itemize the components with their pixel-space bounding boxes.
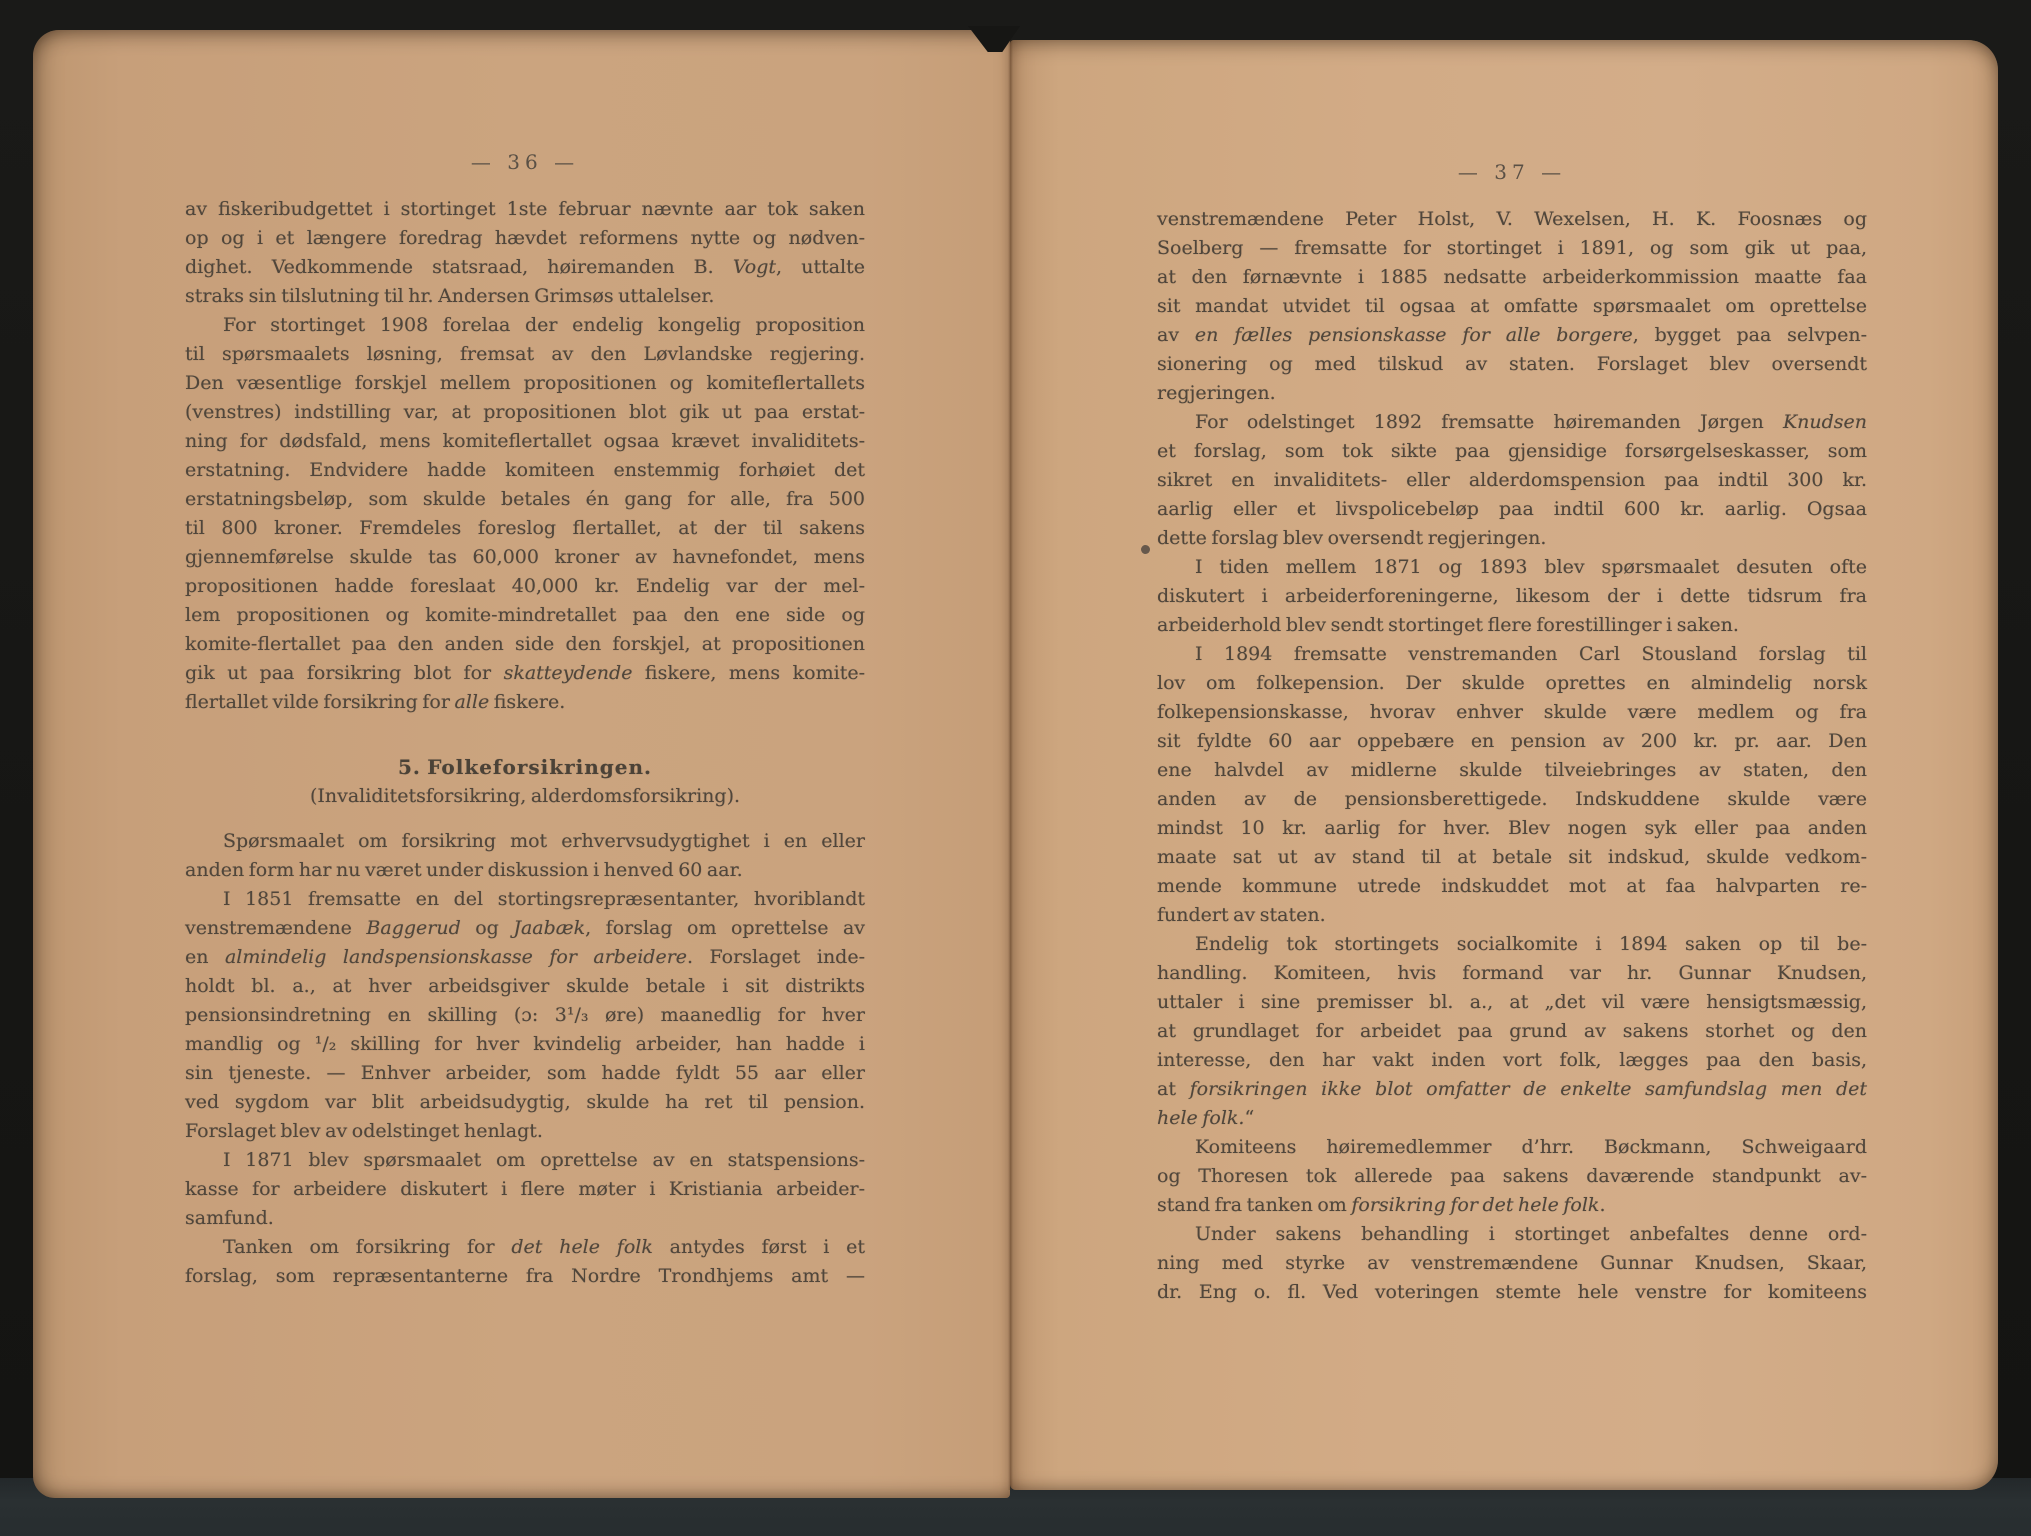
text-line: I 1851 fremsatte en del stortingsrepræsentanter, hvoriblandt [223, 888, 865, 910]
text-line: Tanken om forsikring for det hele folk antydes først i et [223, 1236, 865, 1258]
text-line: aarlig eller et livspolicebeløp paa indtil 600 kr. aarlig. Ogsaa [1157, 498, 1867, 520]
text-line: til spørsmaalets løsning, fremsat av den Løvlandske regjering. [185, 343, 865, 365]
page-number-left: — 36 — [470, 150, 580, 174]
text-line: mende kommune utrede indskuddet mot at faa halvparten re- [1157, 875, 1867, 897]
text-line: Soelberg — fremsatte for stortinget i 1891, og som gik ut paa, [1157, 237, 1867, 259]
text-line: sin tjeneste. — Enhver arbeider, som hadde fyldt 55 aar eller [185, 1062, 865, 1084]
text-line: fundert av staten. [1157, 904, 1326, 926]
text-line: op og i et længere foredrag hævdet reformens nytte og nødven- [185, 227, 865, 249]
text-line: samfund. [185, 1207, 274, 1229]
text-line: venstremændene Baggerud og Jaabæk, forslag om oprettelse av [185, 917, 865, 939]
page-number-right: — 37 — [1457, 160, 1567, 184]
section-heading: 5. Folkeforsikringen. [397, 755, 653, 779]
page-left [33, 30, 1010, 1498]
text-line: komite-flertallet paa den anden side den forskjel, at propositionen [185, 633, 865, 655]
text-line: Komiteens høiremedlemmer d’hrr. Bøckmann, Schweigaard [1195, 1136, 1867, 1158]
section-subheading: (Invaliditetsforsikring, alderdomsforsikring). [309, 785, 741, 807]
page-right [1010, 40, 1998, 1490]
text-line: gik ut paa forsikring blot for skatteydende fiskere, mens komite- [185, 662, 865, 684]
text-line: ning med styrke av venstremændene Gunnar Knudsen, Skaar, [1157, 1252, 1867, 1274]
text-line: I 1871 blev spørsmaalet om oprettelse av en statspensions- [223, 1149, 865, 1171]
text-line: Den væsentlige forskjel mellem propositionen og komiteflertallets [185, 372, 865, 394]
text-line: stand fra tanken om forsikring for det hele folk. [1157, 1194, 1606, 1216]
text-line: sikret en invaliditets- eller alderdomspension paa indtil 300 kr. [1157, 469, 1867, 491]
text-line: sionering og med tilskud av staten. Forslaget blev oversendt [1157, 353, 1867, 375]
text-line: at den førnævnte i 1885 nedsatte arbeiderkommission maatte faa [1157, 266, 1867, 288]
text-line: erstatning. Endvidere hadde komiteen enstemmig forhøiet det [185, 459, 865, 481]
text-line: interesse, den har vakt inden vort folk, lægges paa den basis, [1157, 1049, 1867, 1071]
text-line: en almindelig landspensionskasse for arbeidere. Forslaget inde- [185, 946, 866, 968]
text-line: I tiden mellem 1871 og 1893 blev spørsmaalet desuten ofte [1195, 556, 1867, 578]
text-line: venstremændene Peter Holst, V. Wexelsen, H. K. Foosnæs og [1157, 208, 1867, 230]
text-line: (venstres) indstilling var, at propositionen blot gik ut paa erstat- [185, 401, 865, 423]
text-line: dette forslag blev oversendt regjeringen. [1157, 527, 1547, 549]
text-line: lov om folkepension. Der skulde oprettes en almindelig norsk [1157, 672, 1867, 694]
text-line: handling. Komiteen, hvis formand var hr. Gunnar Knudsen, [1157, 962, 1867, 984]
text-line: av fiskeribudgettet i stortinget 1ste februar nævnte aar tok saken [185, 198, 865, 220]
text-line: maate sat ut av stand til at betale sit indskud, skulde vedkom- [1157, 846, 1867, 868]
text-line: regjeringen. [1157, 382, 1276, 404]
text-line: anden form har nu været under diskussion i henved 60 aar. [185, 859, 743, 881]
text-line: at forsikringen ikke blot omfatter de enkelte samfundslag men det [1157, 1078, 1867, 1100]
ink-speck [1141, 545, 1150, 554]
text-line: forslag, som repræsentanterne fra Nordre Trondhjems amt — [185, 1265, 865, 1287]
text-line: propositionen hadde foreslaat 40,000 kr. Endelig var der mel- [185, 575, 865, 597]
text-line: arbeiderhold blev sendt stortinget flere forestillinger i saken. [1157, 614, 1739, 636]
text-line: mindst 10 kr. aarlig for hver. Blev nogen syk eller paa anden [1157, 817, 1867, 839]
text-line: sit mandat utvidet til ogsaa at omfatte spørsmaalet om oprettelse [1157, 295, 1867, 317]
text-line: pensionsindretning en skilling (ɔ: 3¹/₃ øre) maanedlig for hver [185, 1004, 865, 1026]
text-line: ning for dødsfald, mens komiteflertallet ogsaa krævet invaliditets- [185, 430, 865, 452]
text-line: at grundlaget for arbeidet paa grund av sakens storhet og den [1157, 1020, 1867, 1042]
text-line: hele folk.“ [1157, 1107, 1255, 1129]
text-line: For stortinget 1908 forelaa der endelig kongelig proposition [223, 314, 865, 336]
text-line: av en fælles pensionskasse for alle borgere, bygget paa selvpen- [1157, 324, 1867, 346]
text-line: og Thoresen tok allerede paa sakens daværende standpunkt av- [1157, 1165, 1867, 1187]
block-gap [185, 811, 865, 827]
text-line: dighet. Vedkommende statsraad, høiremanden B. Vogt, uttalte [185, 256, 866, 278]
text-line: kasse for arbeidere diskutert i flere møter i Kristiania arbeider- [185, 1178, 865, 1200]
text-line: erstatningsbeløp, som skulde betales én gang for alle, fra 500 [185, 488, 865, 510]
text-line: mandlig og ¹/₂ skilling for hver kvindelig arbeider, han hadde i [185, 1033, 865, 1055]
text-line: flertallet vilde forsikring for alle fiskere. [185, 691, 566, 713]
text-line: I 1894 fremsatte venstremanden Carl Stousland forslag til [1195, 643, 1867, 665]
text-line: uttaler i sine premisser bl. a., at „det vil være hensigtsmæssig, [1157, 991, 1867, 1013]
text-line: straks sin tilslutning til hr. Andersen Grimsøs uttalelser. [185, 285, 715, 307]
text-line: Spørsmaalet om forsikring mot erhvervsudygtighet i en eller [223, 830, 865, 852]
text-line: ved sygdom var blit arbeidsudygtig, skulde ha ret til pension. [185, 1091, 865, 1113]
text-line: dr. Eng o. fl. Ved voteringen stemte hele venstre for komiteens [1157, 1281, 1867, 1303]
text-line: sit fyldte 60 aar oppebære en pension av 200 kr. pr. aar. Den [1157, 730, 1867, 752]
text-line: diskutert i arbeiderforeningerne, likesom der i dette tidsrum fra [1157, 585, 1867, 607]
text-line: et forslag, som tok sikte paa gjensidige forsørgelseskasser, som [1157, 440, 1867, 462]
text-line: til 800 kroner. Fremdeles foreslog flertallet, at der til sakens [185, 517, 865, 539]
text-line: For odelstinget 1892 fremsatte høiremanden Jørgen Knudsen [1195, 411, 1867, 433]
text-line: gjennemførelse skulde tas 60,000 kroner av havnefondet, mens [185, 546, 865, 568]
text-line: folkepensionskasse, hvorav enhver skulde være medlem og fra [1157, 701, 1867, 723]
text-line: Under sakens behandling i stortinget anbefaltes denne ord- [1195, 1223, 1867, 1245]
text-line: lem propositionen og komite-mindretallet paa den ene side og [185, 604, 865, 626]
text-line: anden av de pensionsberettigede. Indskuddene skulde være [1157, 788, 1867, 810]
text-line: Forslaget blev av odelstinget henlagt. [185, 1120, 543, 1142]
text-line: ene halvdel av midlerne skulde tilveiebringes av staten, den [1157, 759, 1867, 781]
page-left-text [185, 195, 865, 1291]
text-line: holdt bl. a., at hver arbeidsgiver skulde betale i sit distrikts [185, 975, 865, 997]
text-line: Endelig tok stortingets socialkomite i 1894 saken op til be- [1195, 933, 1867, 955]
page-right-text [1157, 205, 1867, 1307]
